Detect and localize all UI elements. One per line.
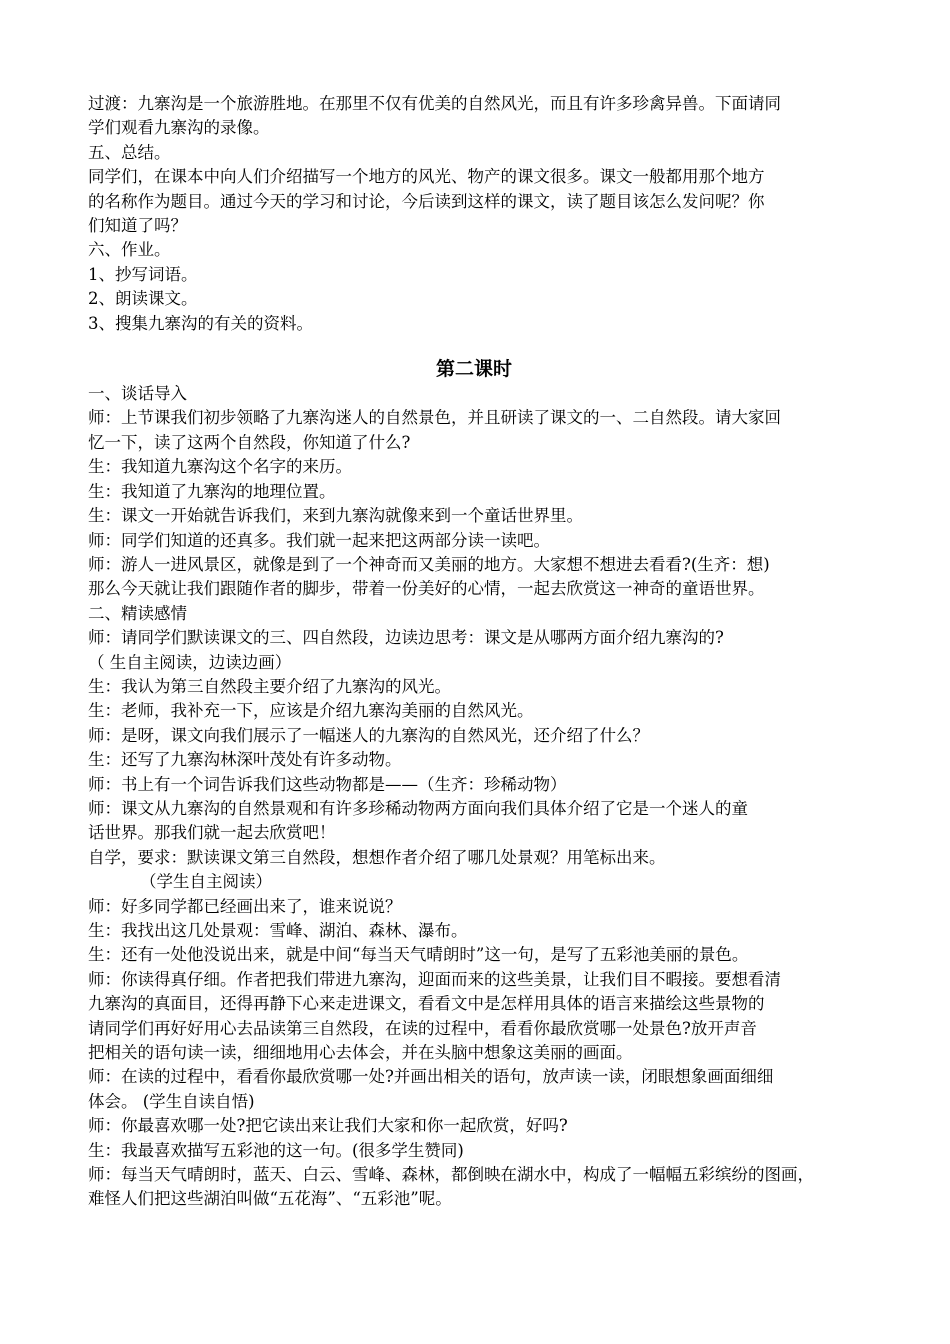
text-line: 忆一下，读了这两个自然段，你知道了什么? [88,432,411,452]
text-line: 生：我找出这几处景观：雪峰、湖泊、森林、瀑布。 [88,921,468,940]
text-line: 生：我最喜欢描写五彩池的这一句。(很多学生赞同) [88,1140,464,1160]
stage-direction: （学生自主阅读） [140,872,272,892]
text-line: 生：还有一处他没说出来，就是中间“每当天气晴朗时”这一句，是写了五彩池美丽的景色。 [88,945,749,965]
text-line: 体会。 (学生自读自悟) [88,1091,255,1111]
text-line: 师：好多同学都已经画出来了，谁来说说？ [88,896,402,916]
section-gap [88,336,870,356]
section-heading: 一、谈话导入 [88,384,187,404]
text-line: 生：我知道九寨沟这个名字的来历。 [88,457,352,477]
text-line: 过渡：九寨沟是一个旅游胜地。在那里不仅有优美的自然风光，而且有许多珍禽异兽。下面请同 [88,94,781,113]
text-line: 那么今天就让我们跟随作者的脚步，带着一份美好的心情，一起去欣赏这一神奇的童语世界。 [88,579,765,599]
text-line: （ 生自主阅读，边读边画） [88,652,292,672]
homework-item: 2、朗读课文。 [88,289,198,309]
text-line: 把相关的语句读一读，细细地用心去体会，并在头脑中想象这美丽的画面。 [88,1043,633,1063]
text-line: 师：是呀，课文向我们展示了一幅迷人的九寨沟的自然风光，还介绍了什么？ [88,725,649,745]
text-line: 师：在读的过程中，看看你最欣赏哪一处?并画出相关的语句，放声读一读，闭眼想象画面细细 [88,1067,774,1087]
text-line: 生：我认为第三自然段主要介绍了九寨沟的风光。 [88,676,451,696]
lesson-title: 第二课时 [435,358,512,381]
text-line: 话世界。那我们就一起去欣赏吧！ [88,823,336,843]
text-line: 请同学们再好好用心去品读第三自然段，在读的过程中，看看你最欣赏哪一处景色?放开声音 [88,1018,757,1038]
text-line: 学们观看九寨沟的录像。 [88,118,270,138]
homework-item: 3、搜集九寨沟的有关的资料。 [88,313,313,333]
text-line: 生：我知道了九寨沟的地理位置。 [88,481,336,501]
text-line: 师：每当天气晴朗时，蓝天、白云、雪峰、森林，都倒映在湖水中，构成了一幅幅五彩缤纷的图画， [88,1165,814,1185]
top-section [88,92,870,336]
text-line: 师：课文从九寨沟的自然景观和有许多珍稀动物两方面向我们具体介绍了它是一个迷人的童 [88,798,748,818]
text-line: 师：请同学们默读课文的三、四自然段，边读边思考：课文是从哪两方面介绍九寨沟的? [88,628,724,648]
text-line: 的名称作为题目。通过今天的学习和讨论，今后读到这样的课文，读了题目该怎么发问呢？你 [88,191,765,211]
homework-item: 1、抄写词语。 [88,264,198,284]
text-line: 们知道了吗？ [88,216,187,236]
text-line: 生：课文一开始就告诉我们，来到九寨沟就像来到一个童话世界里。 [88,506,583,526]
text-line: 师：上节课我们初步领略了九寨沟迷人的自然景色，并且研读了课文的一、二自然段。请大家回 [88,408,781,428]
section-heading: 五、总结。 [88,142,171,162]
text-line: 师：书上有一个词告诉我们这些动物都是——（生齐：珍稀动物） [88,774,567,794]
text-line: 师：你最喜欢哪一处?把它读出来让我们大家和你一起欣赏，好吗? [88,1116,568,1136]
text-line: 难怪人们把这些湖泊叫做“五花海”、“五彩池”呢。 [88,1189,452,1209]
section-heading: 二、精读感情 [88,603,187,623]
text-line: 九寨沟的真面目，还得再静下心来走进课文，看看文中是怎样用具体的语言来描绘这些景物的 [88,994,765,1014]
lesson-body [88,382,870,1212]
text-line: 师：同学们知道的还真多。我们就一起来把这两部分读一读吧。 [88,530,550,550]
text-line: 师：游人一进风景区，就像是到了一个神奇而又美丽的地方。大家想不想进去看看?(生齐：想) [88,554,770,574]
text-line: 生：还写了九寨沟林深叶茂处有许多动物。 [88,750,402,770]
text-line: 同学们，在课本中向人们介绍描写一个地方的风光、物产的课文很多。课文一般都用那个地方 [88,167,765,187]
text-line: 生：老师，我补充一下，应该是介绍九寨沟美丽的自然风光。 [88,701,534,721]
section-heading: 六、作业。 [88,240,171,260]
text-line: 师：你读得真仔细。作者把我们带进九寨沟，迎面而来的这些美景，让我们目不暇接。要想看清 [88,969,781,989]
text-line: 自学，要求：默读课文第三自然段，想想作者介绍了哪几处景观？用笔标出来。 [88,847,666,867]
